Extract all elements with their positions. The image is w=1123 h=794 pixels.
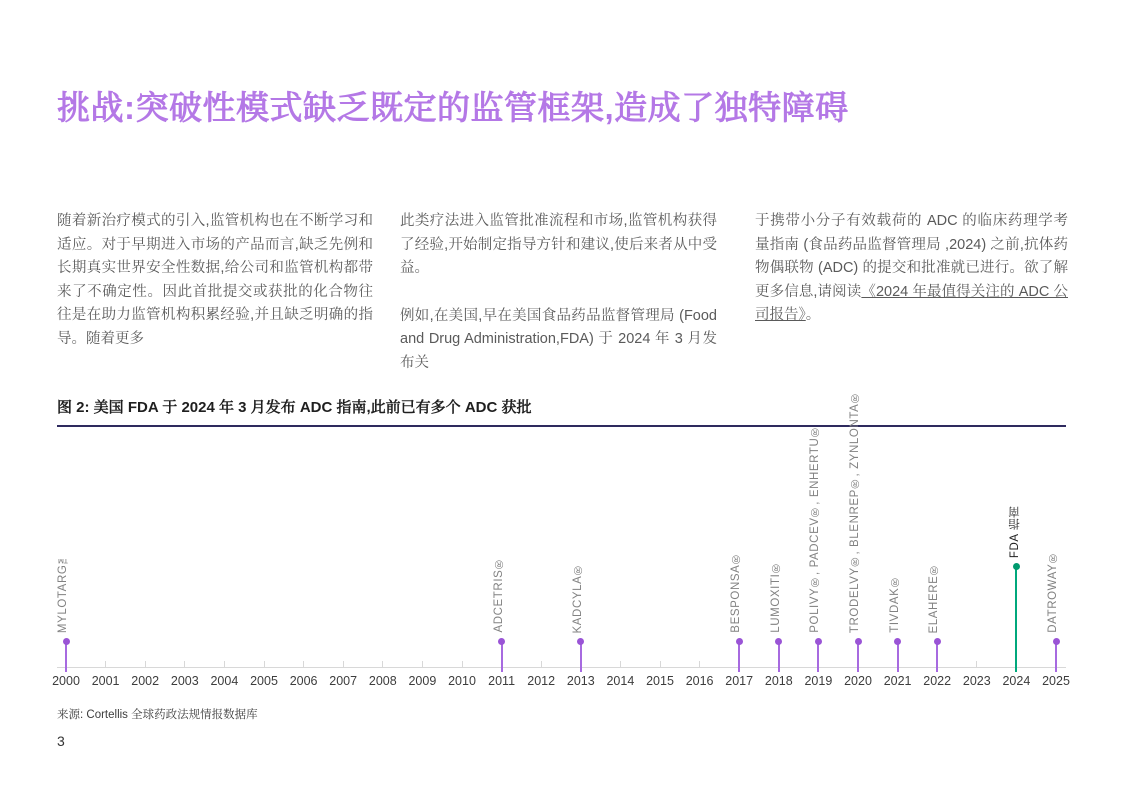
year-tick-label: 2003: [170, 674, 199, 688]
timeline-event-dot: [1013, 563, 1020, 570]
timeline-event-stem: [897, 641, 899, 672]
body-paragraph: 随着新治疗模式的引入,监管机构也在不断学习和适应。对于早期进入市场的产品而言,缺乏先例和长期真实世界安全性数据,给公司和监管机构都带来了不确定性。因此首批提交或获批的化合物往往是在助力监管机构积累经验,并且缺乏明确的指导。随着更多: [57, 213, 373, 347]
year-tick: [145, 661, 146, 667]
timeline-event-label: DATROWAY®: [1047, 551, 1059, 633]
timeline-event-stem: [65, 641, 67, 672]
body-text: 。: [805, 307, 821, 323]
body-column-2: [400, 210, 717, 375]
year-tick-label: 2013: [566, 674, 595, 688]
year-tick-label: 2004: [210, 674, 239, 688]
year-tick: [422, 661, 423, 667]
timeline-event-dot: [894, 638, 901, 645]
timeline-event-dot: [498, 638, 505, 645]
timeline-event-dot: [855, 638, 862, 645]
year-tick-label: 2007: [329, 674, 358, 688]
year-tick: [343, 661, 344, 667]
timeline-event-stem: [936, 641, 938, 672]
timeline-event-label: POLIVY®, PADCEV®, ENHERTU®: [809, 425, 822, 633]
timeline-event-label: LUMOXITI®: [769, 561, 782, 633]
year-tick-label: 2025: [1042, 674, 1070, 688]
timeline-event-label: TIVDAK®: [888, 575, 901, 633]
year-tick-label: 2024: [1002, 674, 1031, 688]
caption-divider: [57, 425, 1066, 427]
year-tick: [105, 661, 106, 667]
timeline-event-dot: [63, 638, 70, 645]
body-paragraph: 例如,在美国,早在美国食品药品监督管理局 (Food and Drug Administration,FDA) 于 2024 年 3 月发布关: [400, 307, 717, 371]
timeline-event-label: KADCYLA®: [571, 562, 584, 633]
year-tick-label: 2005: [250, 674, 278, 688]
timeline-event-dot: [775, 638, 782, 645]
year-tick-label: 2009: [408, 674, 437, 688]
timeline-event-stem: [817, 641, 819, 672]
year-tick: [462, 661, 463, 667]
timeline-event-stem: [857, 641, 859, 672]
year-tick-label: 2015: [646, 674, 674, 688]
year-tick: [541, 661, 542, 667]
year-tick-label: 2012: [527, 674, 556, 688]
timeline-event-stem: [738, 641, 740, 672]
year-tick: [184, 661, 185, 667]
year-tick-label: 2018: [764, 674, 793, 688]
body-column-3: [755, 210, 1068, 328]
year-tick-label: 2021: [883, 674, 912, 688]
year-tick: [660, 661, 661, 667]
year-tick: [264, 661, 265, 667]
timeline-axis: [57, 667, 1066, 668]
body-text: 于携带小分子有效载荷的 ADC 的临床药理学考量指南 (食品药品监督管理局 ,2024) 之前,抗体药物偶联物 (ADC) 的提交和批准就已进行。欲了解更多信息,请阅读: [755, 213, 1068, 300]
body-column-1: [57, 210, 373, 351]
timeline-event-dot: [577, 638, 584, 645]
year-tick-label: 2016: [685, 674, 714, 688]
page-title: 挑战:突破性模式缺乏既定的监管框架,造成了独特障碍: [57, 89, 849, 126]
year-tick: [620, 661, 621, 667]
year-tick-label: 2019: [804, 674, 833, 688]
year-tick-label: 2017: [725, 674, 754, 688]
timeline-event-stem: [501, 641, 503, 672]
adc-report-link[interactable]: 《2024 年最值得关注的 ADC 公司报告》: [755, 283, 1068, 323]
year-tick: [382, 661, 383, 667]
timeline-event-stem: [580, 641, 582, 672]
year-tick-label: 2023: [962, 674, 991, 688]
timeline-event-label: BESPONSA®: [730, 552, 743, 633]
year-tick-label: 2020: [844, 674, 872, 688]
timeline-event-dot: [736, 638, 743, 645]
source-note: 来源: Cortellis 全球药政法规情报数据库: [57, 709, 258, 721]
year-tick: [699, 661, 700, 667]
year-tick-label: 2014: [606, 674, 635, 688]
page-number: 3: [57, 733, 65, 749]
timeline-event-label: FDA 指南: [1009, 505, 1022, 558]
timeline-event-stem: [1055, 641, 1057, 672]
timeline-event-stem: [1015, 566, 1017, 672]
year-tick: [224, 661, 225, 667]
timeline-event-dot: [934, 638, 941, 645]
year-tick-label: 2006: [289, 674, 318, 688]
timeline-event-stem: [778, 641, 780, 672]
body-paragraph: [755, 210, 1068, 328]
year-tick-label: 2001: [91, 674, 120, 688]
body-paragraph: 此类疗法进入监管批准流程和市场,监管机构获得了经验,开始制定指导方针和建议,使后来者从中受益。: [400, 213, 717, 276]
year-tick-label: 2000: [52, 674, 80, 688]
year-tick-label: 2022: [923, 674, 952, 688]
year-tick: [303, 661, 304, 667]
year-tick: [976, 661, 977, 667]
year-tick-label: 2010: [448, 674, 476, 688]
timeline-event-label: TRODELVY®, BLENREP®, ZYNLONTA®: [849, 390, 861, 633]
year-tick-label: 2002: [131, 674, 160, 688]
year-tick-label: 2011: [488, 674, 516, 688]
year-tick-label: 2008: [368, 674, 397, 688]
timeline-event-label: ADCETRIS®: [492, 557, 505, 633]
figure-caption: 图 2: 美国 FDA 于 2024 年 3 月发布 ADC 指南,此前已有多个 ADC 获批: [57, 399, 532, 416]
timeline-event-dot: [815, 638, 822, 645]
timeline-event-label: ELAHERE®: [928, 562, 941, 633]
timeline-event-label: MYLOTARG™: [57, 551, 69, 633]
timeline-event-dot: [1053, 638, 1060, 645]
